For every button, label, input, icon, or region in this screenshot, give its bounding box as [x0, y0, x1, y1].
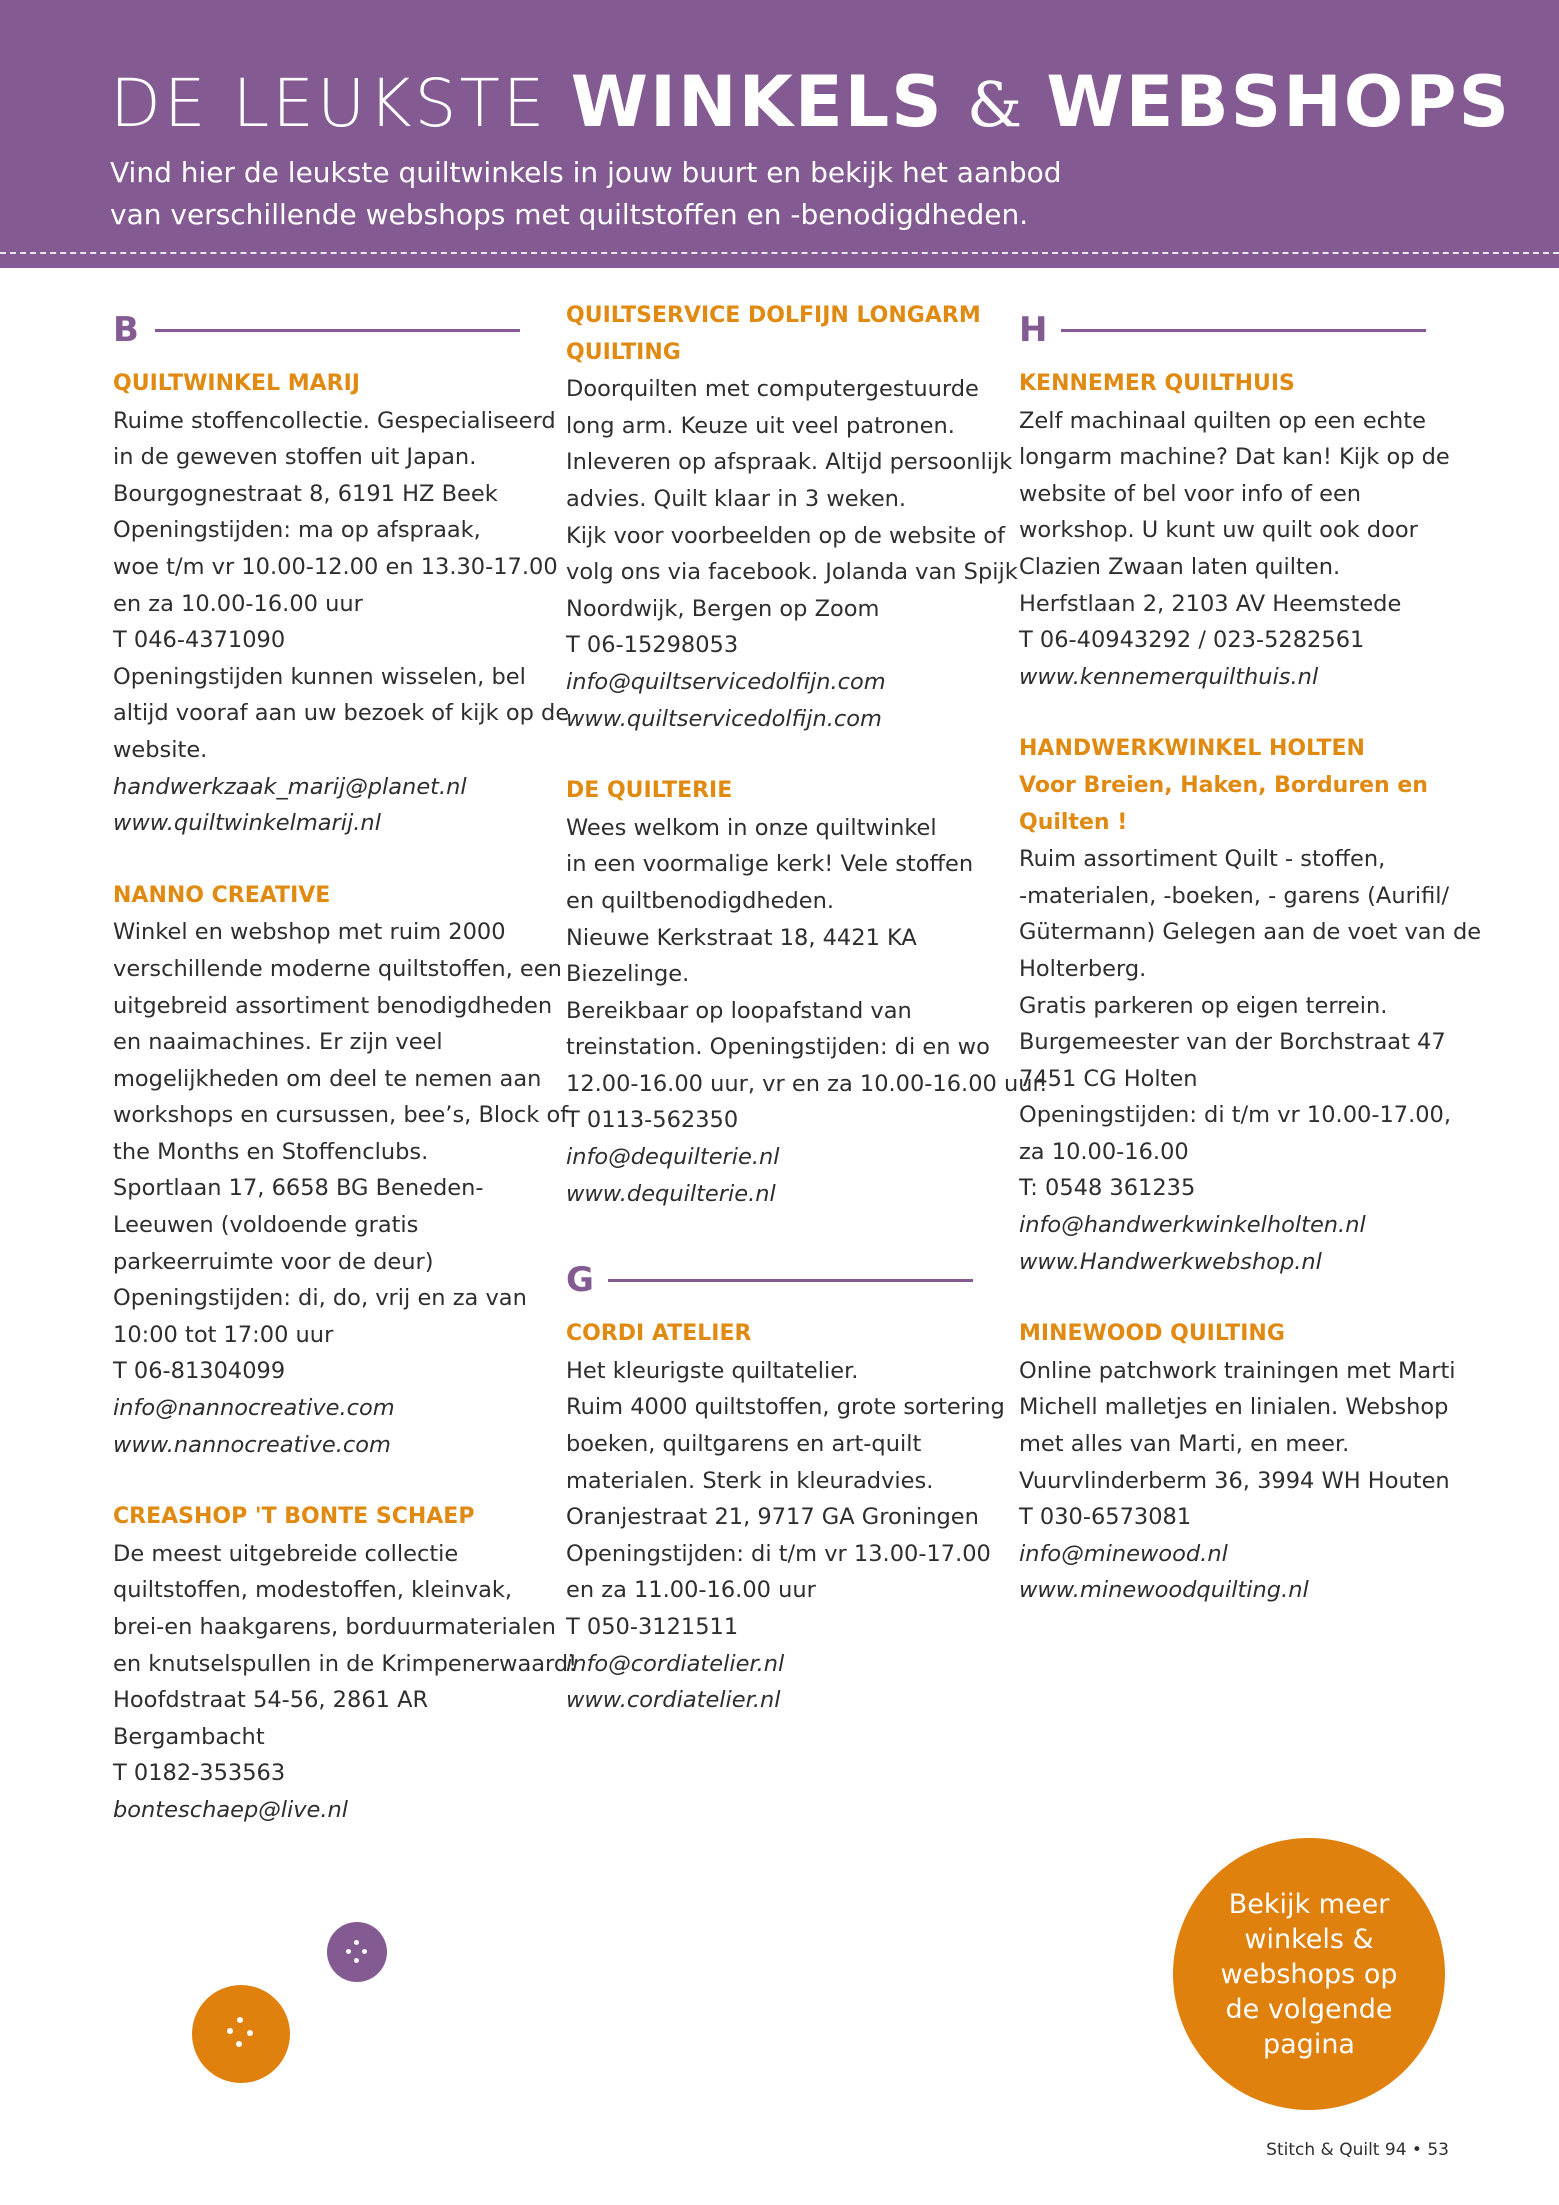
- letter-heading-g: [566, 1248, 1026, 1312]
- shop-name: QUILTWINKEL MARIJ: [113, 371, 360, 396]
- shop-email-link[interactable]: bonteschaep@live.nl: [113, 1796, 349, 1823]
- shop-name: NANNO CREATIVE: [113, 882, 331, 908]
- button-hole: [362, 1949, 367, 1954]
- shop-text: workshops en cursussen, bee’s, Block of: [113, 1102, 569, 1129]
- shop-text: Wees welkom in onze quiltwinkel: [566, 814, 937, 841]
- shop-text: Openingstijden: di, do, vrij en za van: [113, 1285, 527, 1312]
- shop-website-link[interactable]: www.quiltwinkelmarij.nl: [113, 810, 381, 837]
- shop-website-link[interactable]: www.nannocreative.com: [113, 1431, 391, 1458]
- promo-text: webshops op: [1220, 1958, 1398, 1990]
- shop-text: brei-en haakgarens, borduurmaterialen: [113, 1614, 556, 1640]
- shop-text: Openingstijden: di t/m vr 13.00-17.00: [566, 1540, 991, 1567]
- shop-entry-nanno-creative: [113, 878, 573, 1464]
- shop-text: De meest uitgebreide collectie: [113, 1540, 459, 1567]
- button-hole: [237, 2017, 243, 2023]
- shop-text: the Months en Stoffenclubs.: [113, 1138, 429, 1165]
- shop-text: en quiltbenodigdheden.: [566, 887, 835, 914]
- shop-text: workshop. U kunt uw quilt ook door: [1019, 517, 1418, 544]
- shop-text: Bereikbaar op loopafstand van: [566, 997, 912, 1024]
- shop-text: Hoofdstraat 54-56, 2861 AR: [113, 1687, 429, 1714]
- shop-text: Ruim 4000 quiltstoffen, grote sortering: [566, 1394, 1005, 1421]
- page-title: [110, 62, 1511, 145]
- title-light: DE LEUKSTE: [110, 65, 548, 142]
- letter-label: H: [1019, 309, 1048, 350]
- column-3: [1019, 298, 1482, 1645]
- column-2: [566, 298, 1047, 1755]
- shop-entry-creashop-bonte-schaep: [113, 1499, 578, 1828]
- shop-entry-cordi-atelier: [566, 1316, 1026, 1719]
- shop-text: Zelf machinaal quilten op een echte: [1019, 407, 1426, 434]
- shop-website-link[interactable]: www.minewoodquilting.nl: [1019, 1577, 1309, 1604]
- shop-text: za 10.00-16.00: [1019, 1138, 1189, 1165]
- shop-text: en knutselspullen in de Krimpenerwaard!: [113, 1650, 578, 1677]
- magazine-name: Stitch & Quilt 94: [1266, 2140, 1407, 2160]
- shop-entry-handwerkwinkel-holten: [1019, 731, 1482, 1280]
- title-bold-winkels: WINKELS: [570, 61, 944, 143]
- shop-text: long arm. Keuze uit veel patronen.: [566, 412, 955, 439]
- subtitle-line: Vind hier de leukste quiltwinkels in jouw buurt en bekijk het aanbod: [110, 156, 1062, 189]
- shop-text: Bergambacht: [113, 1723, 265, 1750]
- letter-heading-h: [1019, 298, 1479, 362]
- shop-text: in de geweven stoffen uit Japan.: [113, 444, 477, 471]
- shop-website-link[interactable]: www.cordiatelier.nl: [566, 1687, 781, 1714]
- promo-circle: [1173, 1838, 1445, 2110]
- shop-website-link[interactable]: www.kennemerquilthuis.nl: [1019, 663, 1319, 690]
- shop-name: DE QUILTERIE: [566, 778, 733, 804]
- shop-text: boeken, quiltgarens en art-quilt: [566, 1431, 922, 1458]
- shop-text: T 050-3121511: [566, 1614, 739, 1640]
- shop-email-link[interactable]: info@handwerkwinkelholten.nl: [1019, 1212, 1366, 1239]
- shop-name: MINEWOOD QUILTING: [1019, 1321, 1285, 1347]
- shop-text: Oranjestraat 21, 9717 GA Groningen: [566, 1504, 979, 1531]
- shop-text: in een voormalige kerk! Vele stoffen: [566, 851, 974, 878]
- shop-text: Winkel en webshop met ruim 2000: [113, 919, 506, 946]
- promo-text: de volgende: [1225, 1993, 1393, 2025]
- subtitle-line: van verschillende webshops met quiltstoffen en -benodigdheden.: [110, 198, 1029, 231]
- shop-text: Biezelinge.: [566, 961, 690, 988]
- shop-text: quiltstoffen, modestoffen, kleinvak,: [113, 1577, 513, 1604]
- shop-text: website.: [113, 736, 208, 763]
- shop-text: Kijk voor voorbeelden op de website of: [566, 522, 1006, 549]
- shop-tagline: Quilten !: [1019, 809, 1128, 835]
- shop-text: verschillende moderne quiltstoffen, een: [113, 955, 562, 982]
- shop-text: Het kleurigste quiltatelier.: [566, 1357, 859, 1384]
- page-number: 53: [1427, 2140, 1449, 2160]
- shop-text: mogelijkheden om deel te nemen aan: [113, 1065, 542, 1092]
- dashed-divider: [0, 252, 1559, 254]
- shop-text: treinstation. Openingstijden: di en wo: [566, 1034, 990, 1061]
- button-hole: [227, 2028, 233, 2034]
- shop-text: Sportlaan 17, 6658 BG Beneden-: [113, 1175, 484, 1202]
- shop-email-link[interactable]: handwerkzaak_marij@planet.nl: [113, 773, 467, 800]
- shop-name: KENNEMER QUILTHUIS: [1019, 371, 1295, 396]
- subtitle: [110, 152, 1110, 236]
- shop-text: Doorquilten met computergestuurde: [566, 376, 979, 403]
- shop-text: altijd vooraf aan uw bezoek of kijk op de: [113, 700, 570, 727]
- letter-heading-b: [113, 298, 573, 362]
- shop-text: T 0113-562350: [566, 1107, 739, 1134]
- shop-text: Noordwijk, Bergen op Zoom: [566, 595, 880, 622]
- button-hole: [247, 2030, 253, 2036]
- shop-website-link[interactable]: www.quiltservicedolfijn.com: [566, 705, 882, 732]
- shop-text: volg ons via facebook. Jolanda van Spijk: [566, 559, 1018, 586]
- shop-text: T 030-6573081: [1019, 1504, 1192, 1531]
- promo-text: Bekijk meer: [1228, 1888, 1390, 1920]
- letter-label: G: [566, 1259, 594, 1300]
- shop-entry-de-quilterie: [566, 773, 1047, 1212]
- shop-text: Openingstijden kunnen wisselen, bel: [113, 663, 526, 690]
- shop-text: T 0182-353563: [113, 1760, 286, 1787]
- letter-label: B: [113, 309, 139, 350]
- shop-name: HANDWERKWINKEL HOLTEN: [1019, 736, 1365, 762]
- shop-text: Gütermann) Gelegen aan de voet van de: [1019, 919, 1482, 946]
- shop-text: T 06-15298053: [566, 632, 739, 659]
- letter-rule: [155, 329, 520, 332]
- shop-tagline: Voor Breien, Haken, Borduren en: [1019, 772, 1428, 798]
- shop-text: Ruime stoffencollectie. Gespecialiseerd: [113, 407, 556, 434]
- shop-text: 7451 CG Holten: [1019, 1065, 1198, 1092]
- promo-text: pagina: [1263, 2028, 1355, 2060]
- shop-text: T 046-4371090: [113, 627, 286, 654]
- shop-text: materialen. Sterk in kleuradvies.: [566, 1467, 934, 1494]
- column-1: [113, 298, 578, 1865]
- shop-text: en za 10.00-16.00 uur: [113, 590, 363, 617]
- shop-text: T: 0548 361235: [1019, 1175, 1196, 1202]
- shop-text: Inleveren op afspraak. Altijd persoonlijk: [566, 449, 1013, 476]
- shop-text: 12.00-16.00 uur, vr en za 10.00-16.00 uur.: [566, 1070, 1047, 1097]
- shop-text: Nieuwe Kerkstraat 18, 4421 KA: [566, 924, 917, 951]
- shop-text: Openingstijden: di t/m vr 10.00-17.00,: [1019, 1102, 1452, 1129]
- shop-text: Openingstijden: ma op afspraak,: [113, 517, 481, 544]
- shop-text: 10:00 tot 17:00 uur: [113, 1321, 334, 1348]
- shop-entry-quiltwinkel-marij: [113, 366, 573, 842]
- shop-name: CORDI ATELIER: [566, 1321, 752, 1347]
- letter-rule: [1061, 329, 1426, 332]
- button-hole: [354, 1958, 359, 1963]
- shop-text: Michell malletjes en linialen. Webshop: [1019, 1394, 1449, 1421]
- title-bold-webshops: WEBSHOPS: [1046, 61, 1512, 143]
- shop-entry-quiltservice-dolfijn: [566, 298, 1026, 737]
- header-banner: [0, 0, 1559, 268]
- shop-email-link[interactable]: info@nannocreative.com: [113, 1395, 395, 1422]
- letter-rule: [608, 1279, 973, 1282]
- shop-text: T 06-40943292 / 023-5282561: [1019, 627, 1365, 654]
- shop-text: Online patchwork trainingen met Marti: [1019, 1357, 1456, 1384]
- shop-text: longarm machine? Dat kan! Kijk op de: [1019, 444, 1450, 471]
- footer-bullet: •: [1411, 2140, 1422, 2160]
- shop-email-link[interactable]: info@dequilterie.nl: [566, 1144, 780, 1171]
- shop-text: -materialen, -boeken, - garens (Aurifil/: [1019, 882, 1450, 909]
- shop-text: Vuurvlinderberm 36, 3994 WH Houten: [1019, 1467, 1450, 1494]
- shop-email-link[interactable]: info@cordiatelier.nl: [566, 1650, 785, 1677]
- shop-text: Clazien Zwaan laten quilten.: [1019, 553, 1341, 580]
- shop-text: met alles van Marti, en meer.: [1019, 1431, 1350, 1458]
- shop-website-link[interactable]: www.Handwerkwebshop.nl: [1019, 1248, 1322, 1275]
- shop-entry-minewood-quilting: [1019, 1316, 1479, 1609]
- shop-text: Leeuwen (voldoende gratis: [113, 1212, 419, 1239]
- shop-text: parkeerruimte voor de deur): [113, 1248, 434, 1275]
- title-ampersand: &: [966, 68, 1024, 141]
- shop-text: Bourgognestraat 8, 6191 HZ Beek: [113, 480, 498, 507]
- shop-website-link[interactable]: www.dequilterie.nl: [566, 1180, 776, 1207]
- button-hole: [346, 1949, 351, 1954]
- shop-text: en za 11.00-16.00 uur: [566, 1577, 816, 1604]
- shop-text: website of bel voor info of een: [1019, 480, 1362, 507]
- shop-name: CREASHOP 'T BONTE SCHAEP: [113, 1504, 475, 1530]
- shop-name: QUILTING: [566, 339, 681, 365]
- promo-text: winkels &: [1244, 1923, 1374, 1955]
- shop-text: en naaimachines. Er zijn veel: [113, 1029, 443, 1056]
- button-hole: [236, 2041, 242, 2047]
- shop-text: Holterberg.: [1019, 955, 1147, 982]
- shop-name: QUILTSERVICE DOLFIJN LONGARM: [566, 303, 981, 328]
- shop-text: Gratis parkeren op eigen terrein.: [1019, 992, 1388, 1019]
- shop-email-link[interactable]: info@quiltservicedolfijn.com: [566, 668, 886, 695]
- page-footer: [1266, 2140, 1449, 2160]
- shop-text: woe t/m vr 10.00-12.00 en 13.30-17.00: [113, 553, 558, 580]
- sewing-button-icon: [327, 1922, 387, 1982]
- shop-text: T 06-81304099: [113, 1358, 286, 1385]
- shop-text: uitgebreid assortiment benodigdheden: [113, 992, 553, 1019]
- button-hole: [354, 1940, 359, 1945]
- shop-entry-kennemer-quilthuis: [1019, 366, 1479, 695]
- shop-text: Burgemeester van der Borchstraat 47: [1019, 1029, 1446, 1056]
- shop-email-link[interactable]: info@minewood.nl: [1019, 1540, 1228, 1567]
- shop-text: advies. Quilt klaar in 3 weken.: [566, 485, 907, 512]
- shop-text: Herfstlaan 2, 2103 AV Heemstede: [1019, 590, 1402, 617]
- sewing-button-icon: [192, 1985, 290, 2083]
- shop-text: Ruim assortiment Quilt - stoffen,: [1019, 846, 1386, 873]
